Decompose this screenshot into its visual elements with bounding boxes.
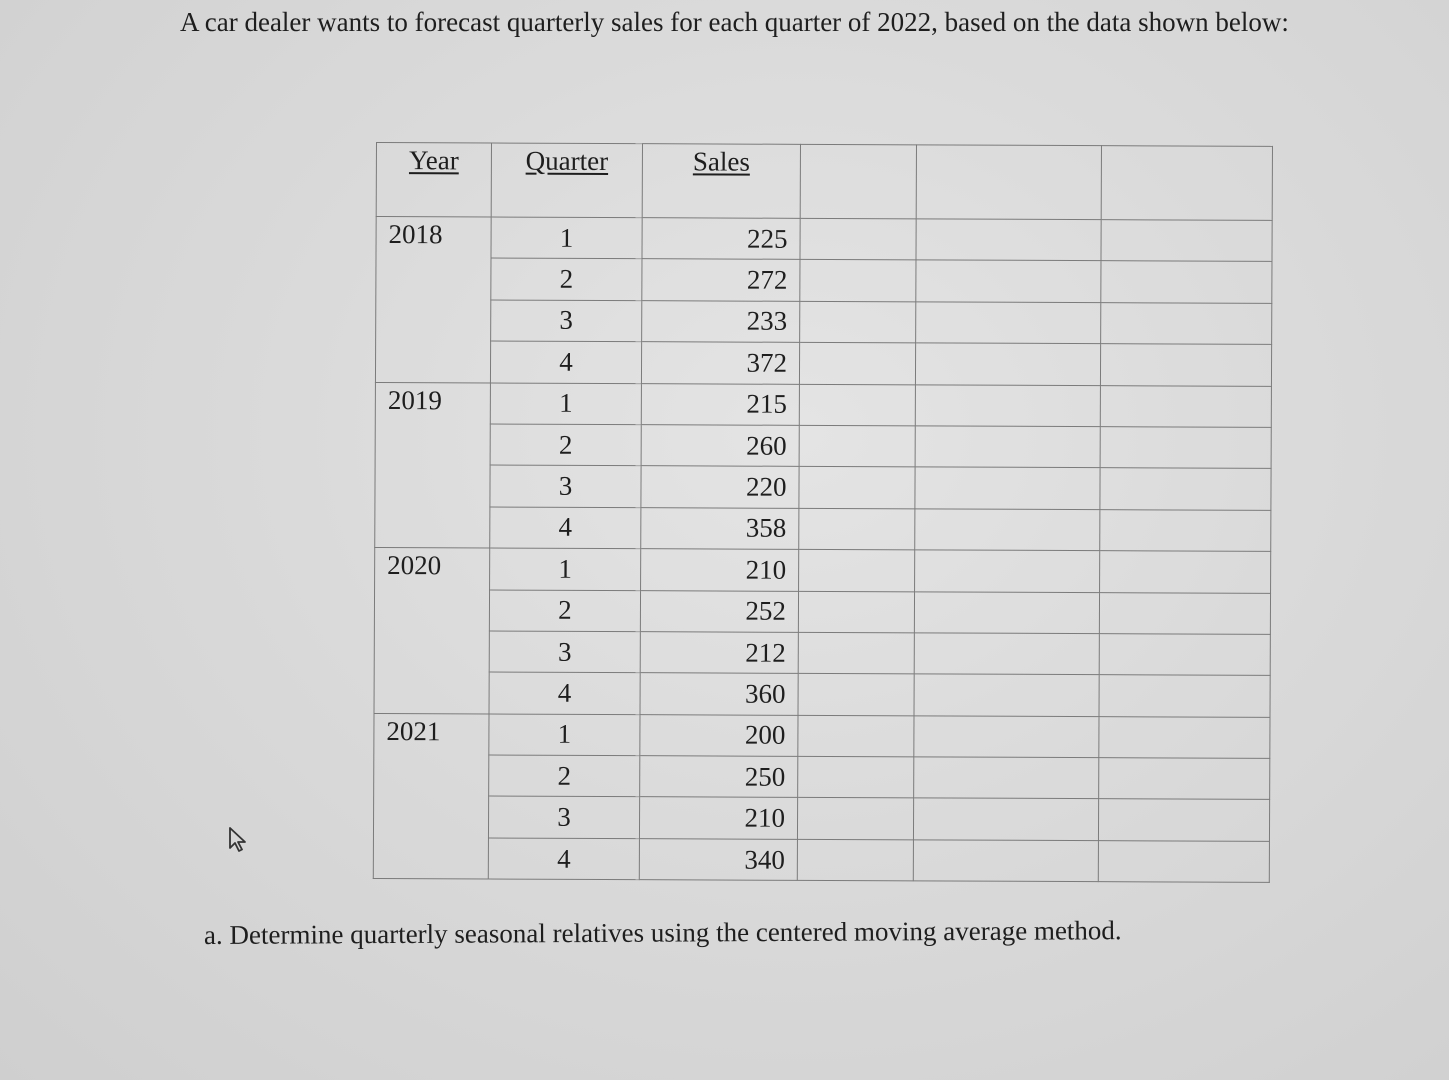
empty-cell	[1099, 716, 1270, 758]
sales-cell: 358	[641, 507, 799, 549]
empty-cell	[915, 426, 1100, 468]
quarter-cell: 3	[489, 631, 640, 673]
table-row	[376, 299, 1272, 344]
sales-cell: 212	[640, 632, 798, 674]
quarter-cell: 2	[490, 424, 641, 466]
quarter-cell: 4	[490, 341, 641, 383]
quarter-cell: 3	[488, 796, 639, 838]
sales-cell: 225	[642, 218, 800, 260]
empty-cell	[798, 591, 914, 633]
empty-cell	[914, 674, 1099, 716]
empty-cell	[798, 715, 914, 757]
table-row	[375, 423, 1271, 468]
empty-header-cell	[1101, 146, 1272, 221]
table-row	[373, 796, 1269, 841]
sales-cell: 360	[640, 673, 798, 715]
empty-cell	[913, 798, 1098, 840]
empty-cell	[915, 384, 1100, 426]
table-row	[375, 341, 1271, 386]
table-row	[373, 837, 1269, 882]
empty-cell	[915, 509, 1100, 551]
empty-cell	[800, 301, 916, 343]
empty-cell	[1100, 509, 1271, 551]
quarter-cell: 3	[490, 465, 641, 507]
quarter-cell: 2	[489, 590, 640, 632]
quarter-cell: 2	[491, 258, 642, 300]
sales-cell: 272	[642, 259, 800, 301]
quarter-cell: 4	[489, 672, 640, 714]
empty-cell	[914, 591, 1099, 633]
intro-text: A car dealer wants to forecast quarterly sales for each quarter of 2022, based on the data shown below:	[180, 7, 1289, 37]
sales-cell: 233	[642, 300, 800, 342]
quarter-cell: 4	[490, 507, 641, 549]
quarter-cell: 1	[490, 383, 641, 425]
empty-cell	[1098, 799, 1269, 841]
empty-cell	[1099, 634, 1270, 676]
year-cell: 2018	[375, 217, 491, 383]
sales-cell: 250	[640, 756, 798, 798]
empty-cell	[915, 550, 1100, 592]
empty-cell	[1101, 220, 1272, 262]
quarter-cell: 2	[489, 755, 640, 797]
table-row	[374, 630, 1270, 675]
empty-cell	[799, 549, 915, 591]
empty-cell	[913, 840, 1098, 882]
empty-cell	[797, 839, 913, 881]
table-row	[375, 506, 1271, 551]
empty-cell	[1099, 675, 1270, 717]
year-cell: 2021	[373, 713, 489, 879]
empty-cell	[916, 302, 1101, 344]
empty-cell	[798, 674, 914, 716]
empty-cell	[799, 384, 915, 426]
sales-cell: 340	[639, 839, 797, 881]
sales-cell: 210	[639, 797, 797, 839]
empty-cell	[1099, 592, 1270, 634]
quarter-cell: 3	[491, 300, 642, 342]
empty-cell	[915, 467, 1100, 509]
empty-cell	[797, 798, 913, 840]
empty-cell	[799, 425, 915, 467]
sales-cell: 372	[641, 342, 799, 384]
empty-cell	[1100, 344, 1271, 386]
sales-header: Sales	[642, 144, 800, 219]
table-row	[375, 548, 1271, 593]
empty-cell	[914, 757, 1099, 799]
empty-header-cell	[800, 144, 916, 219]
empty-cell	[798, 632, 914, 674]
table-row	[375, 465, 1271, 510]
empty-cell	[1100, 468, 1271, 510]
question-text: a. Determine quarterly seasonal relatives using the centered moving average method.	[203, 915, 1122, 950]
quarter-header: Quarter	[491, 143, 642, 218]
quarter-cell: 1	[491, 217, 642, 259]
year-cell: 2019	[375, 382, 491, 548]
empty-cell	[799, 508, 915, 550]
empty-cell	[1101, 261, 1272, 303]
table-row	[375, 382, 1271, 427]
empty-cell	[1100, 551, 1271, 593]
empty-cell	[798, 756, 914, 798]
table-row	[374, 672, 1270, 717]
empty-cell	[1099, 758, 1270, 800]
mouse-pointer-icon	[228, 826, 250, 852]
empty-cell	[916, 219, 1101, 261]
empty-cell	[914, 716, 1099, 758]
empty-cell	[915, 343, 1100, 385]
empty-cell	[1100, 427, 1271, 469]
quarter-cell: 1	[489, 714, 640, 756]
table-row	[374, 713, 1270, 758]
sales-cell: 200	[640, 714, 798, 756]
empty-cell	[1100, 385, 1271, 427]
sales-cell: 215	[641, 383, 799, 425]
year-header: Year	[376, 143, 491, 218]
empty-header-cell	[916, 145, 1101, 220]
empty-cell	[800, 260, 916, 302]
table-row	[376, 217, 1272, 262]
table-row	[374, 589, 1270, 634]
empty-cell	[799, 343, 915, 385]
sales-table	[373, 142, 1273, 883]
table-row	[374, 755, 1270, 800]
empty-cell	[1101, 302, 1272, 344]
empty-cell	[799, 467, 915, 509]
sales-cell: 252	[640, 590, 798, 632]
quarter-cell: 1	[490, 548, 641, 590]
empty-cell	[1098, 841, 1269, 883]
empty-cell	[800, 218, 916, 260]
sales-cell: 210	[641, 549, 799, 591]
empty-cell	[916, 260, 1101, 302]
table-row	[376, 258, 1272, 303]
sales-cell: 220	[641, 466, 799, 508]
quarter-cell: 4	[488, 838, 639, 880]
sales-cell: 260	[641, 425, 799, 467]
year-cell: 2020	[374, 548, 490, 714]
table-header-row	[376, 143, 1272, 221]
empty-cell	[914, 633, 1099, 675]
